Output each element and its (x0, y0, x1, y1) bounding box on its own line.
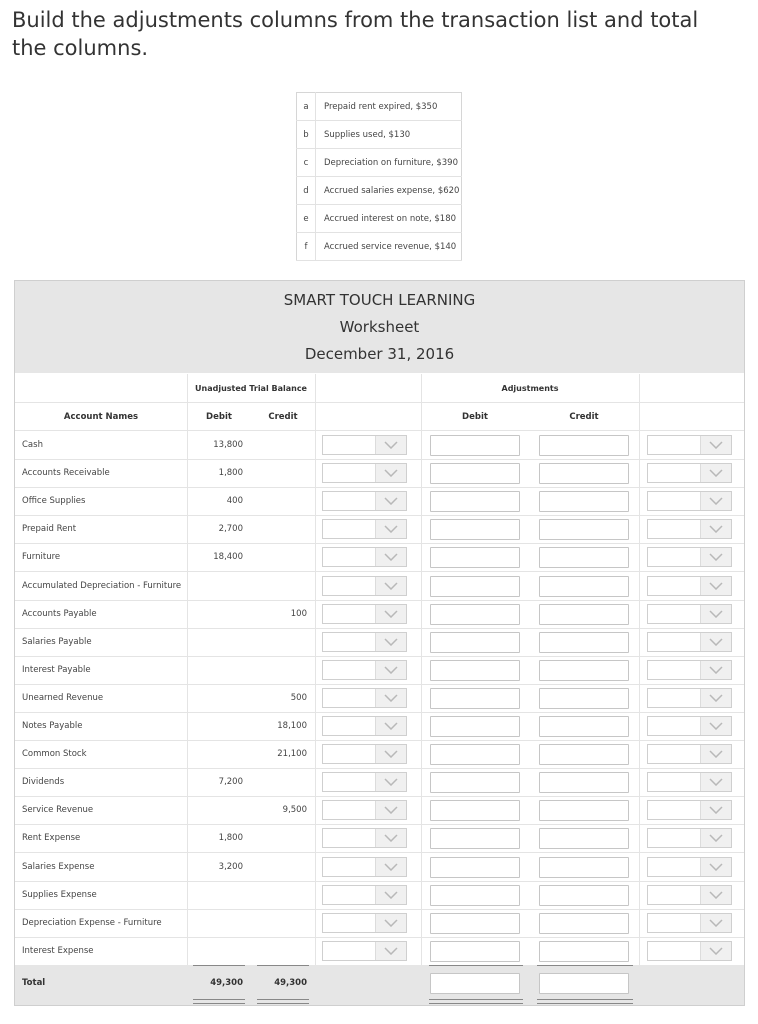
total-rule (537, 965, 633, 966)
adj-credit-ref-select[interactable] (647, 800, 732, 820)
adj-credit-input[interactable] (539, 800, 629, 821)
transaction-key: c (297, 149, 316, 177)
adj-debit-ref-select[interactable] (322, 744, 407, 764)
transaction-item (297, 121, 462, 149)
account-name: Interest Payable (22, 664, 91, 675)
chevron-down-icon[interactable] (700, 689, 731, 707)
chevron-down-icon[interactable] (700, 829, 731, 847)
chevron-down-icon[interactable] (375, 577, 406, 595)
adj-debit-ref-select[interactable] (322, 491, 407, 511)
adj-debit-input[interactable] (430, 576, 520, 597)
unadjusted-credit: 9,500 (282, 805, 307, 816)
account-name: Accounts Receivable (22, 468, 110, 479)
double-underline (537, 999, 633, 1004)
transaction-key: f (297, 233, 316, 261)
total-row (15, 965, 744, 1005)
chevron-down-icon[interactable] (700, 633, 731, 651)
adj-credit-ref-select[interactable] (647, 660, 732, 680)
chevron-down-icon[interactable] (700, 858, 731, 876)
chevron-down-icon[interactable] (375, 464, 406, 482)
table-row (15, 712, 744, 741)
worksheet-title: Worksheet (339, 318, 420, 336)
table-row (15, 543, 744, 572)
transaction-text: Accrued salaries expense, $620 (316, 177, 462, 205)
adj-debit-input[interactable] (430, 857, 520, 878)
total-credit: 49,300 (274, 978, 307, 988)
unadjusted-debit: 400 (226, 496, 243, 507)
double-underline (257, 999, 309, 1004)
account-name: Rent Expense (22, 833, 81, 844)
chevron-down-icon[interactable] (375, 605, 406, 623)
chevron-down-icon[interactable] (375, 492, 406, 510)
transaction-key: e (297, 205, 316, 233)
adj-credit-input[interactable] (539, 716, 629, 737)
adj-credit-input[interactable] (539, 519, 629, 540)
unadjusted-credit: 100 (290, 608, 307, 619)
adj-debit-input[interactable] (430, 463, 520, 484)
chevron-down-icon[interactable] (375, 717, 406, 735)
transaction-key: a (297, 93, 316, 121)
chevron-down-icon[interactable] (375, 745, 406, 763)
adj-debit-ref-select[interactable] (322, 885, 407, 905)
transaction-text: Supplies used, $130 (316, 121, 462, 149)
adj-credit-input[interactable] (539, 632, 629, 653)
chevron-down-icon[interactable] (700, 577, 731, 595)
chevron-down-icon[interactable] (700, 548, 731, 566)
adj-credit-ref-select[interactable] (647, 632, 732, 652)
chevron-down-icon[interactable] (700, 886, 731, 904)
adj-debit-ref-select[interactable] (322, 772, 407, 792)
table-row (15, 937, 744, 966)
column-header-adj-credit: Credit (569, 412, 599, 422)
adj-debit-ref-select[interactable] (322, 547, 407, 567)
account-name: Supplies Expense (22, 889, 97, 900)
chevron-down-icon[interactable] (375, 661, 406, 679)
group-header-adjustments: Adjustments (501, 384, 559, 393)
account-name: Dividends (22, 777, 65, 788)
chevron-down-icon[interactable] (700, 773, 731, 791)
table-row (15, 515, 744, 544)
double-underline (429, 999, 523, 1004)
adj-debit-input[interactable] (430, 688, 520, 709)
adj-credit-ref-select[interactable] (647, 744, 732, 764)
adj-credit-input[interactable] (539, 772, 629, 793)
chevron-down-icon[interactable] (700, 745, 731, 763)
table-row (15, 740, 744, 769)
transaction-text: Depreciation on furniture, $390 (316, 149, 462, 177)
table-row (15, 628, 744, 657)
adj-debit-ref-select[interactable] (322, 632, 407, 652)
transaction-key: b (297, 121, 316, 149)
total-rule (429, 965, 523, 966)
worksheet-header (15, 281, 744, 373)
adj-credit-input[interactable] (539, 576, 629, 597)
adj-credit-input[interactable] (539, 744, 629, 765)
chevron-down-icon[interactable] (700, 464, 731, 482)
adj-credit-input[interactable] (539, 913, 629, 934)
unadjusted-debit: 2,700 (218, 524, 243, 535)
adj-debit-input[interactable] (430, 660, 520, 681)
total-rule (193, 965, 245, 966)
adj-debit-input[interactable] (430, 604, 520, 625)
unadjusted-credit: 18,100 (277, 721, 307, 731)
adj-credit-ref-select[interactable] (647, 828, 732, 848)
adj-credit-ref-select[interactable] (647, 716, 732, 736)
table-row (15, 853, 744, 882)
adj-credit-ref-select[interactable] (647, 463, 732, 483)
adj-credit-input[interactable] (539, 435, 629, 456)
chevron-down-icon[interactable] (375, 829, 406, 847)
account-name: Notes Payable (22, 721, 83, 731)
adj-debit-input[interactable] (430, 913, 520, 934)
adj-credit-ref-select[interactable] (647, 688, 732, 708)
adj-debit-total-input[interactable] (430, 973, 520, 994)
total-label: Total (22, 978, 46, 988)
adj-credit-ref-select[interactable] (647, 576, 732, 596)
adj-credit-ref-select[interactable] (647, 913, 732, 933)
adj-credit-ref-select[interactable] (647, 941, 732, 961)
adj-debit-ref-select[interactable] (322, 800, 407, 820)
table-row (15, 656, 744, 685)
account-name: Cash (22, 440, 43, 450)
account-name: Depreciation Expense - Furniture (22, 917, 162, 928)
table-row (15, 824, 744, 853)
adj-debit-input[interactable] (430, 519, 520, 540)
chevron-down-icon[interactable] (700, 436, 731, 454)
adj-debit-ref-select[interactable] (322, 660, 407, 680)
adj-debit-ref-select[interactable] (322, 941, 407, 961)
adj-credit-total-input[interactable] (539, 973, 629, 994)
chevron-down-icon[interactable] (375, 436, 406, 454)
chevron-down-icon[interactable] (375, 858, 406, 876)
table-row (15, 684, 744, 713)
company-name: SMART TOUCH LEARNING (283, 291, 476, 309)
adj-credit-ref-select[interactable] (647, 435, 732, 455)
chevron-down-icon[interactable] (700, 914, 731, 932)
table-row (15, 431, 744, 460)
transaction-text: Prepaid rent expired, $350 (316, 93, 462, 121)
unadjusted-debit: 13,800 (213, 440, 243, 450)
table-row (15, 796, 744, 825)
account-name: Prepaid Rent (22, 524, 77, 535)
adj-credit-ref-select[interactable] (647, 547, 732, 567)
account-name: Service Revenue (22, 805, 94, 816)
adj-credit-input[interactable] (539, 660, 629, 681)
chevron-down-icon[interactable] (375, 942, 406, 960)
transaction-text: Accrued interest on note, $180 (316, 205, 462, 233)
adj-debit-ref-select[interactable] (322, 519, 407, 539)
chevron-down-icon[interactable] (375, 914, 406, 932)
transaction-text: Accrued service revenue, $140 (316, 233, 462, 261)
adj-debit-ref-select[interactable] (322, 463, 407, 483)
table-row (15, 459, 744, 488)
account-name: Accounts Payable (22, 608, 97, 619)
adj-debit-ref-select[interactable] (322, 688, 407, 708)
adj-debit-ref-select[interactable] (322, 913, 407, 933)
adj-credit-input[interactable] (539, 688, 629, 709)
unadjusted-debit: 7,200 (218, 777, 243, 788)
adj-debit-input[interactable] (430, 941, 520, 962)
adj-debit-input[interactable] (430, 491, 520, 512)
double-underline (193, 999, 245, 1004)
chevron-down-icon[interactable] (700, 492, 731, 510)
adj-debit-ref-select[interactable] (322, 576, 407, 596)
adj-credit-ref-select[interactable] (647, 885, 732, 905)
total-rule (257, 965, 309, 966)
unadjusted-credit: 500 (290, 692, 307, 703)
adj-credit-input[interactable] (539, 604, 629, 625)
column-header-debit: Debit (206, 412, 232, 422)
transaction-item (297, 233, 462, 261)
group-header-unadjusted: Unadjusted Trial Balance (195, 384, 307, 393)
account-name: Accumulated Depreciation - Furniture (22, 580, 182, 591)
unadjusted-debit: 1,800 (218, 833, 243, 844)
instruction-text: Build the adjustments columns from the transaction list and total the columns. (12, 8, 699, 60)
chevron-down-icon[interactable] (700, 605, 731, 623)
chevron-down-icon[interactable] (700, 717, 731, 735)
transaction-item (297, 177, 462, 205)
adj-credit-ref-select[interactable] (647, 519, 732, 539)
adj-credit-input[interactable] (539, 463, 629, 484)
adj-credit-input[interactable] (539, 828, 629, 849)
worksheet-date: December 31, 2016 (304, 345, 455, 363)
adj-debit-input[interactable] (430, 800, 520, 821)
table-row (15, 572, 744, 601)
column-header-credit: Credit (268, 412, 298, 422)
transaction-item (297, 149, 462, 177)
unadjusted-debit: 1,800 (218, 468, 243, 479)
account-name: Interest Expense (22, 945, 94, 956)
adj-debit-ref-select[interactable] (322, 828, 407, 848)
account-name: Salaries Payable (22, 636, 92, 647)
adj-credit-ref-select[interactable] (647, 491, 732, 511)
account-name: Unearned Revenue (22, 692, 104, 703)
chevron-down-icon[interactable] (375, 548, 406, 566)
transaction-list (296, 92, 462, 261)
table-row (15, 487, 744, 516)
transaction-item (297, 93, 462, 121)
adj-credit-ref-select[interactable] (647, 772, 732, 792)
adj-debit-input[interactable] (430, 632, 520, 653)
table-row (15, 768, 744, 797)
account-name: Common Stock (22, 749, 87, 760)
adj-debit-ref-select[interactable] (322, 604, 407, 624)
adj-credit-input[interactable] (539, 885, 629, 906)
adj-debit-input[interactable] (430, 716, 520, 737)
chevron-down-icon[interactable] (375, 773, 406, 791)
chevron-down-icon[interactable] (700, 801, 731, 819)
adj-debit-ref-select[interactable] (322, 716, 407, 736)
adj-credit-input[interactable] (539, 547, 629, 568)
transaction-item (297, 205, 462, 233)
adj-debit-input[interactable] (430, 885, 520, 906)
unadjusted-credit: 21,100 (277, 749, 307, 760)
adj-debit-ref-select[interactable] (322, 857, 407, 877)
adj-credit-input[interactable] (539, 857, 629, 878)
chevron-down-icon[interactable] (375, 886, 406, 904)
chevron-down-icon[interactable] (700, 661, 731, 679)
adj-credit-ref-select[interactable] (647, 604, 732, 624)
chevron-down-icon[interactable] (375, 801, 406, 819)
adj-debit-ref-select[interactable] (322, 435, 407, 455)
adj-debit-input[interactable] (430, 744, 520, 765)
adj-debit-input[interactable] (430, 547, 520, 568)
adj-debit-input[interactable] (430, 772, 520, 793)
column-header-account: Account Names (63, 412, 139, 422)
chevron-down-icon[interactable] (700, 942, 731, 960)
chevron-down-icon[interactable] (375, 689, 406, 707)
account-name: Salaries Expense (22, 861, 95, 872)
account-name: Furniture (22, 552, 61, 563)
adj-debit-input[interactable] (430, 828, 520, 849)
chevron-down-icon[interactable] (375, 520, 406, 538)
chevron-down-icon[interactable] (700, 520, 731, 538)
adj-debit-input[interactable] (430, 435, 520, 456)
account-name: Office Supplies (22, 496, 86, 507)
adj-credit-input[interactable] (539, 491, 629, 512)
table-row (15, 600, 744, 629)
table-row (15, 881, 744, 910)
adj-credit-ref-select[interactable] (647, 857, 732, 877)
unadjusted-debit: 3,200 (218, 861, 243, 872)
column-header-adj-debit: Debit (462, 412, 488, 422)
table-row (15, 909, 744, 938)
chevron-down-icon[interactable] (375, 633, 406, 651)
unadjusted-debit: 18,400 (213, 552, 243, 563)
transaction-key: d (297, 177, 316, 205)
worksheet (14, 280, 745, 1006)
total-debit: 49,300 (210, 978, 243, 988)
adj-credit-input[interactable] (539, 941, 629, 962)
